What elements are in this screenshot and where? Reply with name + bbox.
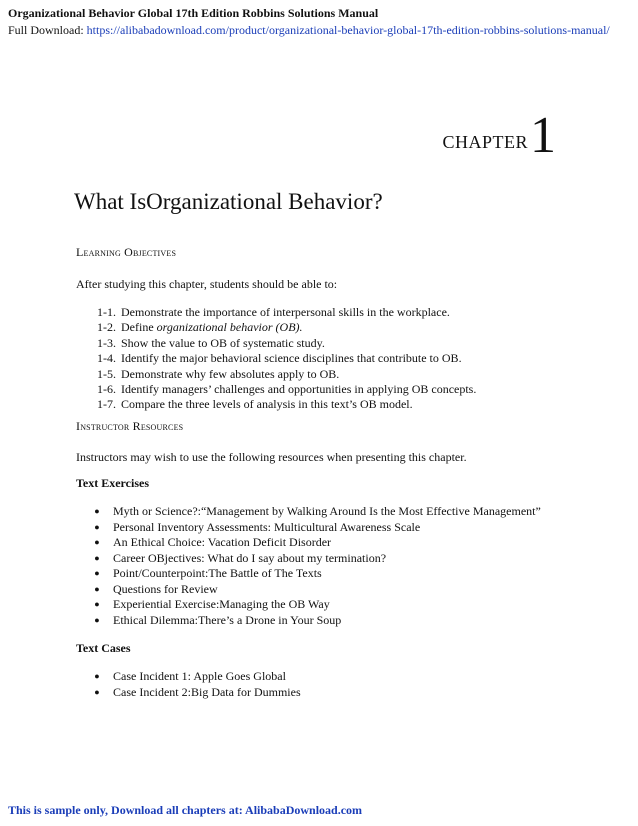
text-cases-list [93, 669, 301, 700]
bullet-icon: ● [94, 521, 100, 532]
page-title: What IsOrganizational Behavior? [74, 189, 383, 214]
bullet-icon: ● [94, 568, 100, 578]
bullet-icon: ● [94, 506, 100, 516]
list-item: ● Case Incident 1: Apple Goes Global [94, 669, 286, 683]
objective-item: 1-2. Define organizational behavior (OB). [97, 320, 303, 335]
list-item: ● Personal Inventory Assessments: Multicultural Awareness Scale [94, 519, 421, 534]
footer-notice[interactable]: This is sample only, Download all chapters at: AlibabaDownload.com [8, 803, 363, 817]
bullet-icon: ● [94, 552, 100, 563]
objective-item: 1-3. Show the value to OB of systematic study. [97, 335, 325, 350]
bullet-icon: ● [94, 671, 100, 681]
learning-objectives-intro: After studying this chapter, students should be able to: [76, 277, 338, 291]
download-link[interactable]: https://alibabadownload.com/product/organizational-behavior-global-17th-edition-robbins-solutions-manual/ [86, 23, 610, 37]
download-header [8, 5, 610, 39]
chapter-word: CHAPTER [442, 132, 528, 152]
list-item: ● Questions for Review [94, 581, 218, 596]
bullet-icon: ● [94, 614, 100, 625]
list-item: ● Point/Counterpoint:The Battle of The Texts [94, 566, 322, 580]
download-line [8, 22, 610, 39]
list-item: ● Experiential Exercise:Managing the OB Way [94, 597, 330, 611]
objective-item: 1-5. Demonstrate why few absolutes apply to OB. [97, 366, 340, 381]
bullet-icon: ● [94, 686, 100, 697]
objective-item: 1-6. Identify managers’ challenges and opportunities in applying OB concepts. [97, 382, 477, 397]
instructor-resources-intro: Instructors may wish to use the following resources when presenting this chapter. [76, 450, 467, 464]
objective-item: 1-7. Compare the three levels of analysis in this text’s OB model. [97, 397, 413, 412]
list-item: ● Case Incident 2:Big Data for Dummies [94, 684, 301, 699]
list-item: ● Career OBjectives: What do I say about my termination? [94, 550, 387, 565]
text-exercises-heading: Text Exercises [76, 476, 149, 490]
text-cases-heading: Text Cases [76, 641, 131, 655]
download-prefix: Full Download: [8, 23, 87, 37]
bullet-icon: ● [94, 599, 100, 609]
instructor-resources-heading: Instructor Resources [76, 419, 184, 433]
objective-item: 1-1. Demonstrate the importance of interpersonal skills in the workplace. [97, 305, 450, 319]
list-item: ● Ethical Dilemma:There’s a Drone in Your Soup [94, 612, 342, 627]
chapter-number: 1 [530, 107, 556, 164]
document-title: Organizational Behavior Global 17th Edition Robbins Solutions Manual [8, 6, 379, 20]
chapter-heading [442, 107, 556, 164]
learning-objectives-heading: Learning Objectives [76, 245, 177, 259]
bullet-icon: ● [94, 537, 100, 547]
list-item: ● An Ethical Choice: Vacation Deficit Disorder [94, 535, 332, 549]
text-exercises-list [93, 504, 541, 628]
objectives-list [97, 305, 476, 413]
bullet-icon: ● [94, 583, 100, 594]
objective-item: 1-4. Identify the major behavioral science disciplines that contribute to OB. [97, 351, 462, 366]
list-item: ● Myth or Science?:“Management by Walking Around Is the Most Effective Management” [94, 504, 541, 518]
